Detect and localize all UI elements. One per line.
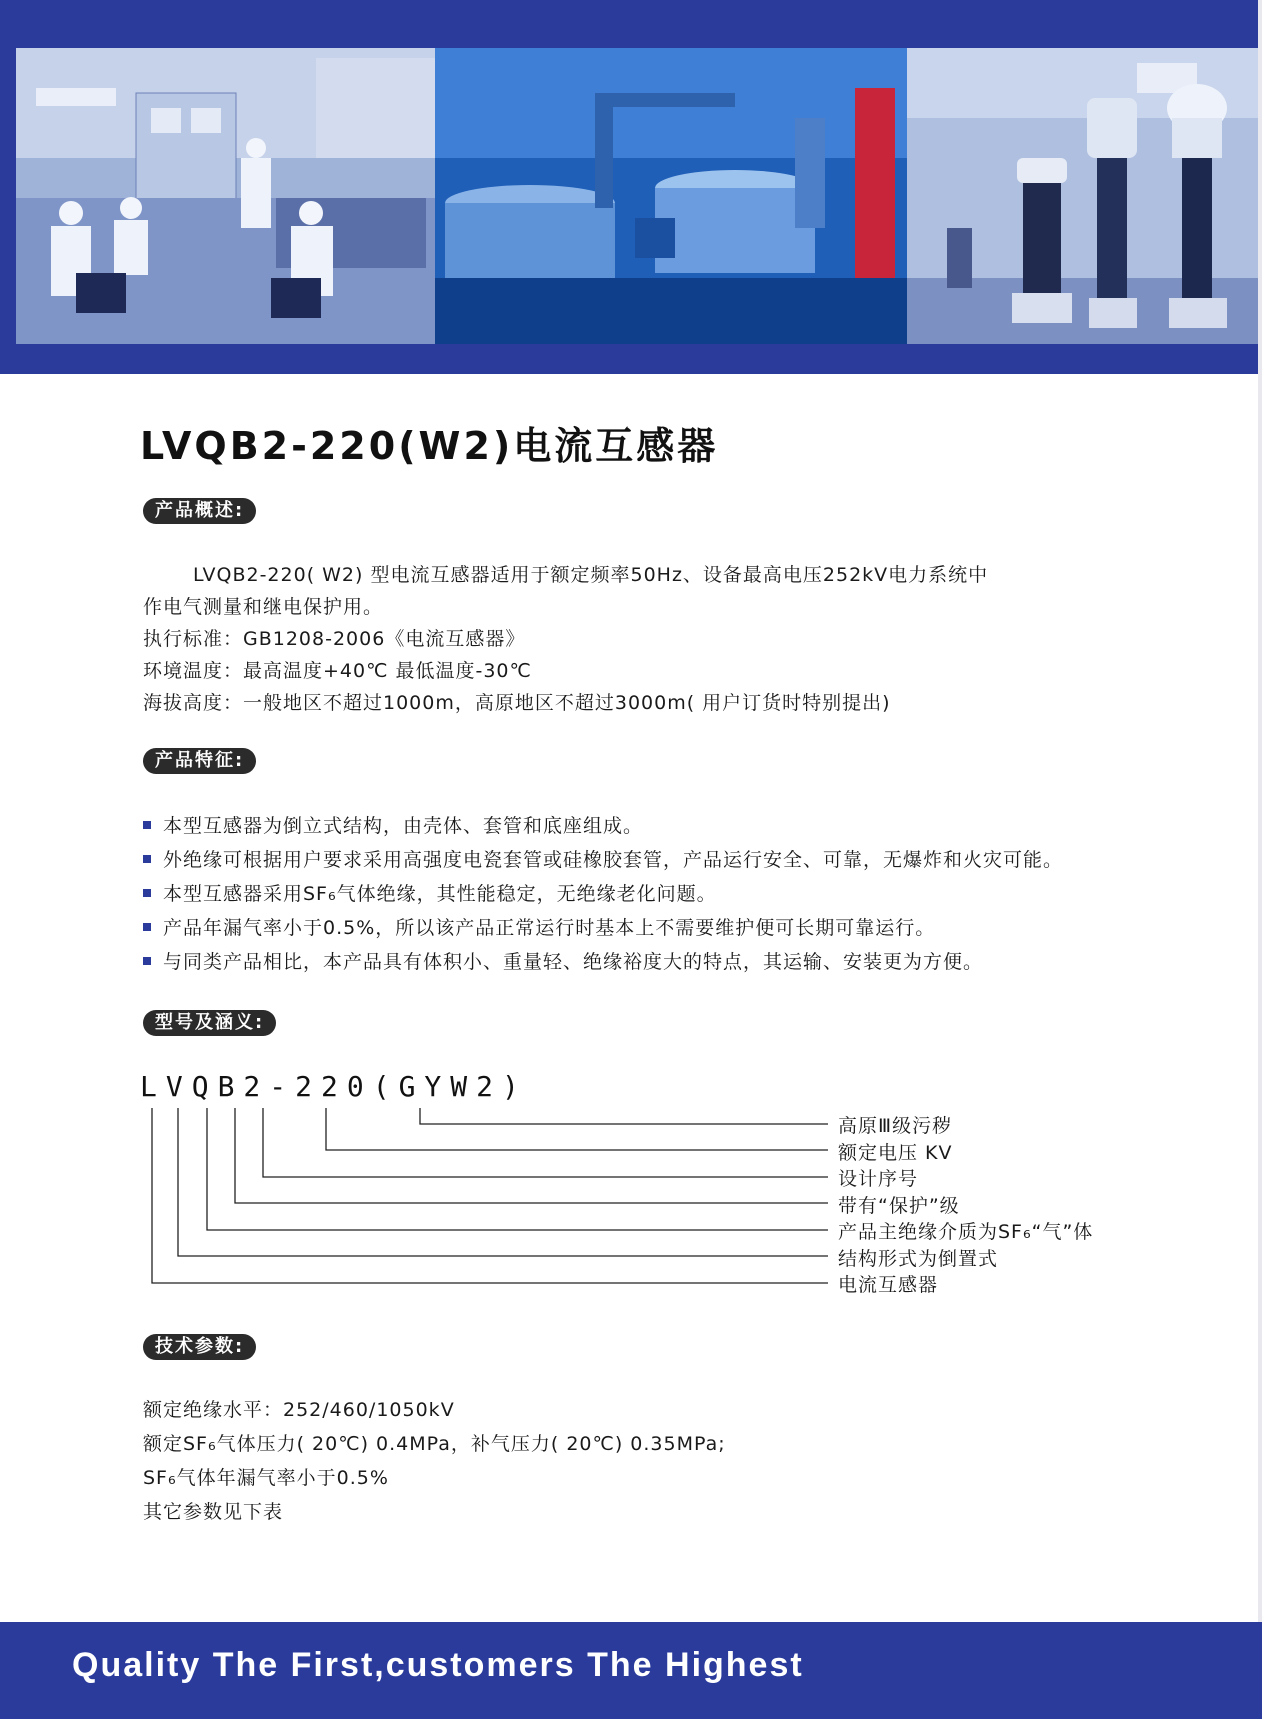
tech-tag: 技术参数: <box>143 1334 256 1360</box>
square-bullet-icon <box>143 957 151 965</box>
control-room-photo <box>16 48 435 344</box>
footer-slogan: Quality The First,customers The Highest <box>72 1646 804 1684</box>
overview-line: 海拔高度：一般地区不超过1000m，高原地区不超过3000m( 用户订货时特别提出) <box>143 692 891 714</box>
overview-line: 环境温度：最高温度+40℃ 最低温度-30℃ <box>143 660 532 682</box>
features-list <box>143 809 1243 979</box>
square-bullet-icon <box>143 923 151 931</box>
square-bullet-icon <box>143 821 151 829</box>
features-tag: 产品特征: <box>143 748 256 774</box>
model-code: LVQB2-220(GYW2) <box>140 1070 528 1103</box>
tech-line: 其它参数见下表 <box>143 1501 284 1523</box>
tech-line: 额定绝缘水平：252/460/1050kV <box>143 1399 455 1421</box>
list-item: 与同类产品相比，本产品具有体积小、重量轻、绝缘裕度大的特点，其运输、安装更为方便。 <box>143 945 1243 979</box>
square-bullet-icon <box>143 855 151 863</box>
overview-line: 执行标准：GB1208-2006《电流互感器》 <box>143 628 526 650</box>
left-accent-bar <box>0 48 16 374</box>
tech-line: 额定SF₆气体压力( 20℃) 0.4MPa，补气压力( 20℃) 0.35MPa; <box>143 1433 726 1455</box>
header-band <box>0 0 1262 48</box>
page-right-edge <box>1258 0 1262 1719</box>
model-tag: 型号及涵义: <box>143 1010 276 1036</box>
overview-text <box>143 559 1183 719</box>
footer-band <box>0 1622 1262 1719</box>
list-item: 产品年漏气率小于0.5%，所以该产品正常运行时基本上不需要维护便可长期可靠运行。 <box>143 911 1243 945</box>
model-label: 高原Ⅲ级污秽 <box>838 1115 953 1137</box>
photo-underline-band <box>0 344 1262 374</box>
transformer-hall-photo <box>907 48 1262 344</box>
tech-line: SF₆气体年漏气率小于0.5% <box>143 1467 389 1489</box>
model-label: 结构形式为倒置式 <box>838 1248 999 1270</box>
overview-line: LVQB2-220( W2) 型电流互感器适用于额定频率50Hz、设备最高电压252kV电力系统中 <box>193 564 989 586</box>
tech-params <box>143 1393 726 1529</box>
model-label: 产品主绝缘介质为SF₆“气”体 <box>838 1221 1094 1243</box>
model-label: 设计序号 <box>838 1168 919 1190</box>
list-item: 本型互感器为倒立式结构，由壳体、套管和底座组成。 <box>143 809 1243 843</box>
photo-strip <box>16 48 1262 344</box>
overview-tag: 产品概述: <box>143 498 256 524</box>
list-item: 外绝缘可根据用户要求采用高强度电瓷套管或硅橡胶套管，产品运行安全、可靠，无爆炸和火灾可能。 <box>143 843 1243 877</box>
overview-line: 作电气测量和继电保护用。 <box>143 596 384 618</box>
model-label: 电流互感器 <box>838 1274 939 1296</box>
model-label: 额定电压 KV <box>838 1142 953 1164</box>
model-label: 带有“保护”级 <box>838 1195 960 1217</box>
product-title: LVQB2-220(W2)电流互感器 <box>140 424 719 468</box>
list-item: 本型互感器采用SF₆气体绝缘，其性能稳定，无绝缘老化问题。 <box>143 877 1243 911</box>
square-bullet-icon <box>143 889 151 897</box>
factory-tanks-photo <box>435 48 907 344</box>
model-diagram-lines <box>0 1100 1262 1300</box>
